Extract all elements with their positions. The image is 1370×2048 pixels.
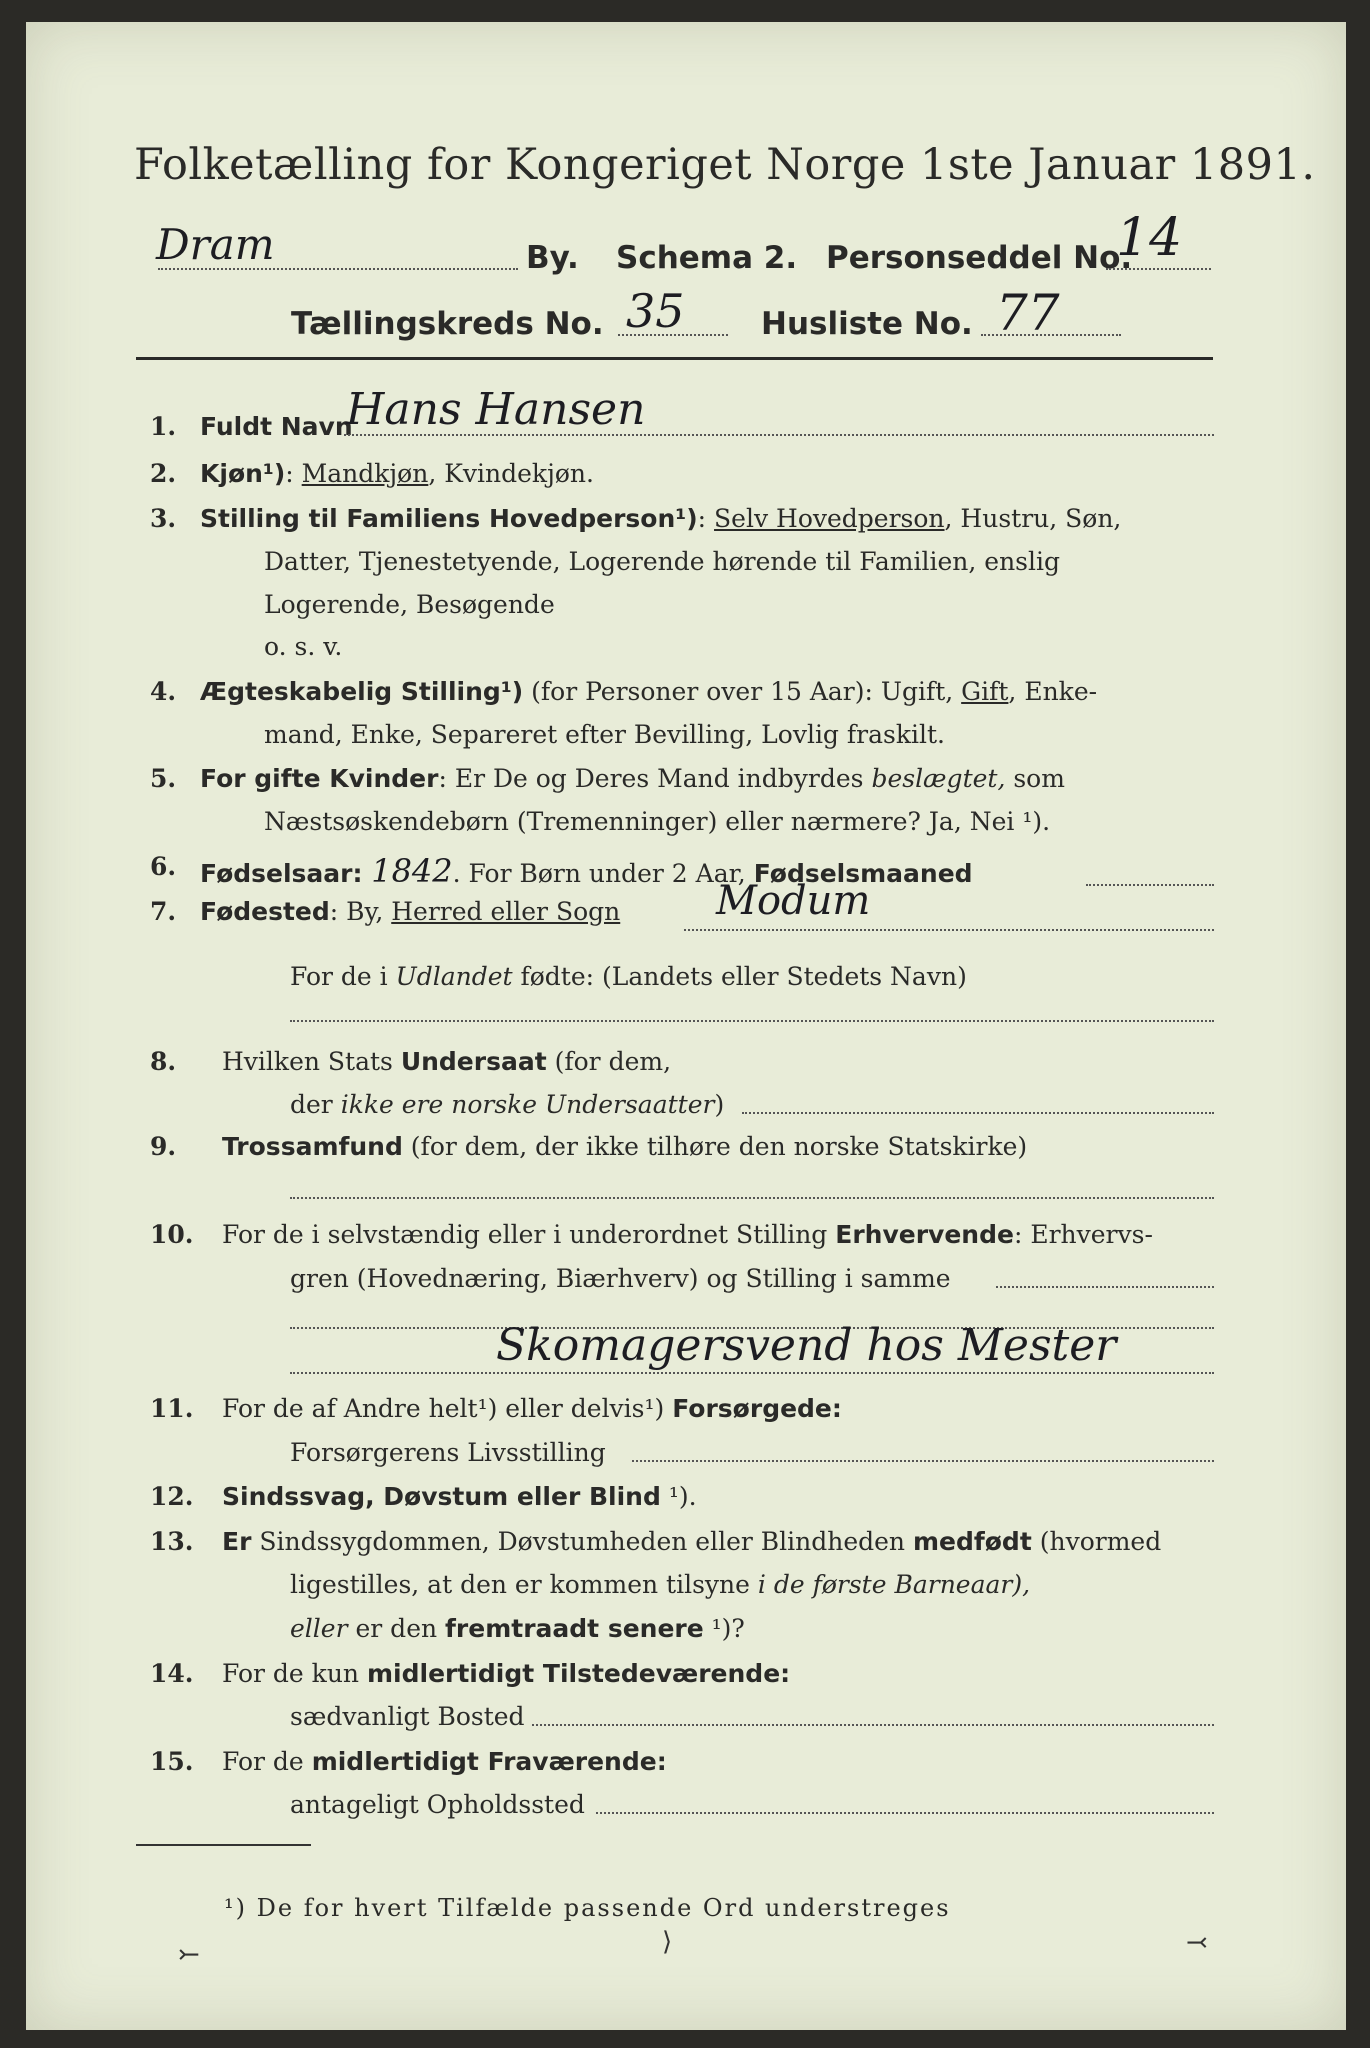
item-1-number: 1. (150, 412, 177, 441)
item-7-dotted-line (684, 929, 1214, 931)
item-13-number: 13. (150, 1527, 194, 1556)
item-3-line-3: Logerende, Besøgende (264, 590, 555, 619)
taellingskreds-dotted-line (618, 334, 728, 336)
footnote-text: ¹) De for hvert Tilfælde passende Ord understreges (224, 1894, 951, 1922)
item-14-number: 14. (150, 1659, 194, 1688)
item-10-handwritten-occupation: Skomagersvend hos Mester (496, 1320, 1117, 1371)
husliste-number: 77 (996, 284, 1060, 342)
item-14-line-1: For de kun midlertidigt Tilstedeværende: (222, 1659, 791, 1688)
taellingskreds-number: 35 (626, 284, 685, 338)
item-8-line-1: Hvilken Stats Undersaat (for dem, (222, 1047, 672, 1076)
personseddel-number: 14 (1116, 208, 1183, 268)
item-11-line-2: Forsørgerens Livsstilling (290, 1438, 606, 1467)
item-13-line-3: eller er den fremtraadt senere ¹)? (290, 1614, 745, 1643)
item-10-line-1: For de i selvstændig eller i underordnet Stilling Erhvervende: Erhvervs- (222, 1220, 1153, 1249)
item-1-dotted-line (344, 434, 1214, 436)
item-13-line-2: ligestilles, at den er kommen tilsyne i de første Barneaar), (290, 1570, 1031, 1599)
item-3-line-1: Stilling til Familiens Hovedperson¹): Selv Hovedperson, Hustru, Søn, (200, 504, 1122, 533)
item-8-number: 8. (150, 1047, 177, 1076)
item-5-line-1: For gifte Kvinder: Er De og Deres Mand indbyrdes beslægtet, som (200, 764, 1065, 793)
item-10-dotted-line (996, 1286, 1214, 1288)
item-6-number: 6. (150, 852, 177, 881)
corner-mark-left: ⤚ (178, 1940, 200, 1970)
item-13-line-1: Er Sindssygdommen, Døvstumheden eller Blindheden medfødt (hvormed (222, 1527, 1162, 1556)
item-9-number: 9. (150, 1132, 177, 1161)
item-5-number: 5. (150, 764, 177, 793)
item-8-line-2: der ikke ere norske Undersaatter) (290, 1090, 725, 1119)
handwritten-town: Dram (156, 220, 275, 269)
husliste-dotted-line (981, 334, 1121, 336)
item-7-number: 7. (150, 897, 177, 926)
item-1-label: Fuldt Navn (200, 412, 353, 441)
item-4-line-2: mand, Enke, Separeret efter Bevilling, Lovlig fraskilt. (264, 720, 945, 749)
item-9-line-1: Trossamfund (for dem, der ikke tilhøre den norske Statskirke) (222, 1132, 1028, 1161)
center-mark: ⟩ (662, 1927, 673, 1957)
header-rule (136, 357, 1213, 360)
item-2-text: Kjøn¹): Mandkjøn, Kvindekjøn. (200, 459, 594, 488)
item-6-dotted-line (1086, 884, 1214, 886)
item-15-line-2: antageligt Opholdssted (290, 1790, 585, 1819)
footnote-rule (136, 1844, 311, 1846)
item-6-line-1: Fødselsaar: 1842. For Børn under 2 Aar, Fødselsmaaned (200, 852, 973, 890)
item-14-dotted-line (532, 1724, 1214, 1726)
item-15-number: 15. (150, 1747, 194, 1776)
item-10-number: 10. (150, 1220, 194, 1249)
form-title: Folketælling for Kongeriget Norge 1ste Januar 1891. (134, 140, 1316, 190)
item-5-line-2: Næstsøskendebørn (Tremenninger) eller nærmere? Ja, Nei ¹). (264, 807, 1051, 836)
by-label: By. (526, 240, 579, 276)
taellingskreds-label: Tællingskreds No. (291, 306, 604, 342)
item-11-dotted-line (632, 1460, 1214, 1462)
personseddel-dotted-line (1106, 268, 1211, 270)
husliste-label: Husliste No. (761, 306, 973, 342)
corner-mark-right: ⤙ (1186, 1928, 1208, 1958)
item-11-number: 11. (150, 1394, 194, 1423)
item-1-handwritten-name: Hans Hansen (346, 384, 646, 435)
item-14-line-2: sædvanligt Bosted (290, 1702, 525, 1731)
item-12-number: 12. (150, 1482, 194, 1511)
item-3-line-2: Datter, Tjenestetyende, Logerende hørende til Familien, enslig (264, 547, 1061, 576)
item-10-dotted-line-3 (290, 1372, 1214, 1374)
personseddel-label: Personseddel No. (826, 240, 1133, 276)
census-form-page (26, 22, 1346, 2030)
item-15-line-1: For de midlertidigt Fraværende: (222, 1747, 667, 1776)
item-3-line-4: o. s. v. (264, 632, 343, 661)
item-2-number: 2. (150, 459, 177, 488)
item-12-line-1: Sindssvag, Døvstum eller Blind ¹). (222, 1482, 697, 1511)
item-7-line-1: Fødested: By, Herred eller Sogn (200, 897, 621, 926)
item-11-line-1: For de af Andre helt¹) eller delvis¹) Forsørgede: (222, 1394, 842, 1423)
item-10-line-2: gren (Hovednæring, Biærhverv) og Stilling i samme (290, 1264, 951, 1293)
item-15-dotted-line (596, 1812, 1214, 1814)
item-7-handwritten-place: Modum (716, 878, 871, 924)
item-8-dotted-line (742, 1112, 1214, 1114)
item-7-dotted-line-2 (290, 1020, 1214, 1022)
town-dotted-line (158, 268, 518, 270)
item-4-line-1: Ægteskabelig Stilling¹) (for Personer over 15 Aar): Ugift, Gift, Enke- (200, 677, 1098, 706)
item-3-number: 3. (150, 504, 177, 533)
item-7-line-2: For de i Udlandet fødte: (Landets eller Stedets Navn) (290, 962, 967, 991)
schema-label: Schema 2. (616, 240, 798, 276)
item-9-dotted-line (290, 1197, 1214, 1199)
item-4-number: 4. (150, 677, 177, 706)
